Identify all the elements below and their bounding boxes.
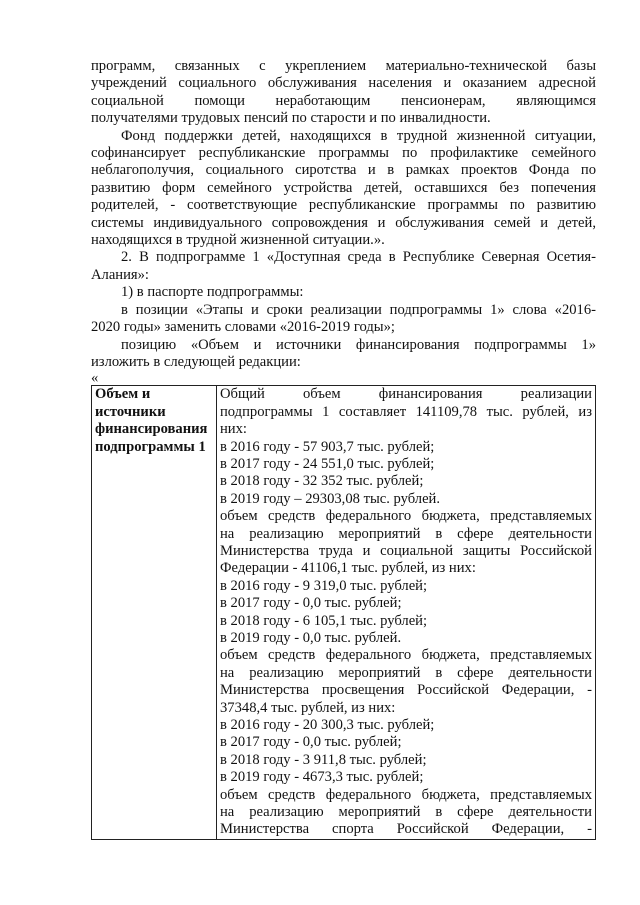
content-line: на реализацию мероприятий в сфере деятельности	[220, 525, 592, 542]
content-line: в 2016 году - 20 300,3 тыс. рублей;	[220, 717, 435, 734]
content-line: на реализацию мероприятий в сфере деятельности	[220, 664, 592, 681]
content-line: в 2017 году - 0,0 тыс. рублей;	[220, 595, 402, 612]
text-line: родителей, - соответствующие республиканские программы по развитию	[91, 197, 596, 214]
content-line: объем средств федерального бюджета, представляемых	[220, 647, 592, 664]
text-line: Алания»:	[91, 266, 149, 283]
funding-content-cell	[217, 386, 596, 840]
text-line: изложить в следующей редакции:	[91, 353, 301, 370]
text-line: позицию «Объем и источники финансирования подпрограммы 1»	[121, 336, 596, 353]
content-line: объем средств федерального бюджета, представляемых	[220, 786, 592, 803]
paragraph-passport	[91, 284, 596, 301]
text-line: 1) в паспорте подпрограммы:	[121, 284, 304, 301]
text-line: получателями трудовых пенсий по старости и по инвалидности.	[91, 110, 491, 127]
content-line: них:	[220, 421, 247, 438]
text-line: системы индивидуального сопровождения и обслуживания семей и детей,	[91, 214, 596, 231]
paragraph-subprogram-1	[91, 249, 596, 284]
label-line: источники	[95, 403, 166, 420]
paragraph-stages-position	[91, 302, 596, 337]
content-line: в 2019 году - 4673,3 тыс. рублей;	[220, 769, 424, 786]
content-line: объем средств федерального бюджета, представляемых	[220, 508, 592, 525]
paragraph-programs-continuation	[91, 58, 596, 128]
text-line: учреждений социального обслуживания населения и оказанием адресной	[91, 75, 596, 92]
funding-table	[91, 385, 596, 840]
content-line: Министерства труда и социальной защиты Российской	[220, 542, 592, 559]
text-line: 2. В подпрограмме 1 «Доступная среда в Республике Северная Осетия-	[121, 249, 596, 266]
content-line: в 2016 году - 57 903,7 тыс. рублей;	[220, 438, 435, 455]
content-line: в 2018 году - 6 105,1 тыс. рублей;	[220, 612, 428, 629]
content-line: Министерства просвещения Российской Федерации, -	[220, 682, 592, 699]
text-line: находящихся в трудной жизненной ситуации.».	[91, 232, 385, 249]
label-line: подпрограммы 1	[95, 438, 206, 455]
content-line: Федерации - 41106,1 тыс. рублей, из них:	[220, 560, 476, 577]
content-line: 37348,4 тыс. рублей, из них:	[220, 699, 396, 716]
opening-quote-mark: «	[91, 370, 99, 387]
text-line: развитию форм семейного устройства детей, оставшихся без попечения	[91, 179, 596, 196]
content-line: в 2018 году - 32 352 тыс. рублей;	[220, 473, 424, 490]
text-line: социальной помощи неработающим пенсионерам, являющимся	[91, 92, 596, 109]
content-line: в 2019 году - 0,0 тыс. рублей.	[220, 630, 402, 646]
text-line: неблагополучия, социального сиротства и в рамках проектов Фонда по	[91, 162, 596, 179]
content-line: в 2017 году - 0,0 тыс. рублей;	[220, 734, 402, 751]
content-line: Общий объем финансирования реализации	[220, 386, 592, 403]
text-line: программ, связанных с укреплением материально-технической базы	[91, 58, 596, 74]
content-line: в 2016 году - 9 319,0 тыс. рублей;	[220, 577, 428, 594]
text-line: 2020 годы» заменить словами «2016-2019 годы»;	[91, 319, 395, 336]
content-line: подпрограммы 1 составляет 141109,78 тыс. рублей, из	[220, 403, 592, 420]
text-line: Фонд поддержки детей, находящихся в трудной жизненной ситуации,	[121, 127, 596, 144]
funding-label-cell	[92, 386, 217, 840]
text-line: софинансирует республиканские программы по профилактике семейного	[91, 145, 596, 162]
content-line: в 2018 году - 3 911,8 тыс. рублей;	[220, 751, 427, 768]
document-page	[91, 58, 596, 840]
text-line: в позиции «Этапы и сроки реализации подпрограммы 1» слова «2016-	[121, 301, 596, 318]
content-line: Министерства спорта Российской Федерации, -	[220, 821, 592, 838]
paragraph-children-fund	[91, 128, 596, 250]
table-row	[92, 386, 596, 840]
label-line: финансирования	[95, 421, 208, 438]
content-line: в 2017 году - 24 551,0 тыс. рублей;	[220, 455, 435, 472]
label-line: Объем и	[95, 386, 151, 403]
paragraph-funding-position	[91, 337, 596, 372]
content-line: на реализацию мероприятий в сфере деятельности	[220, 804, 592, 821]
content-line: в 2019 году – 29303,08 тыс. рублей.	[220, 490, 441, 507]
